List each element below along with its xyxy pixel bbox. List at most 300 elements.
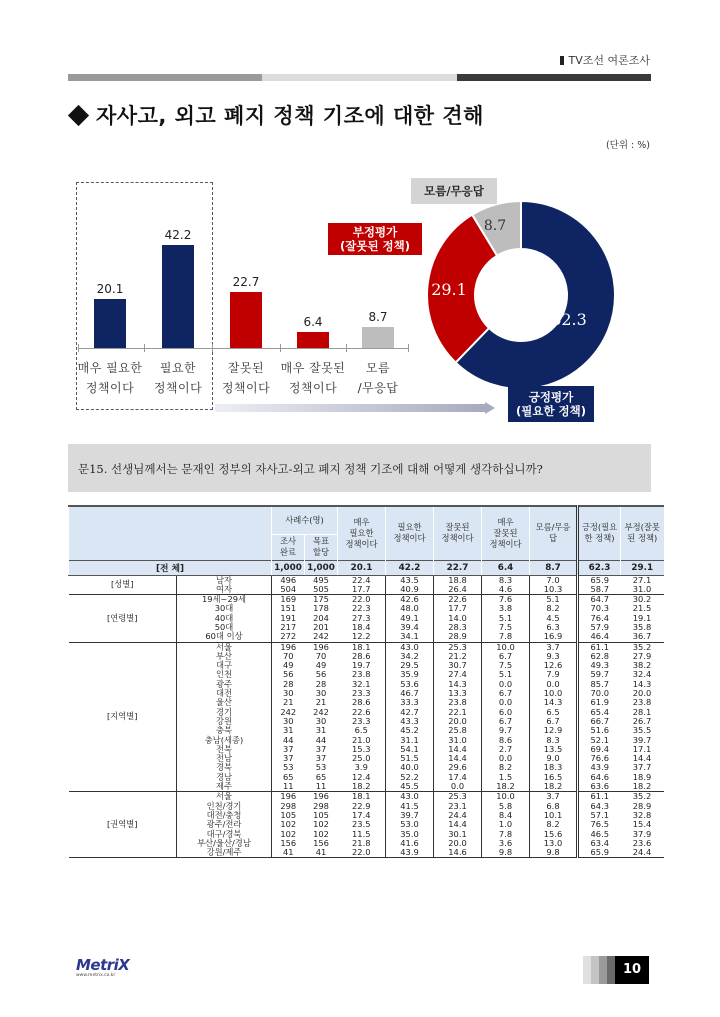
header-col-4: 매우 잘못된 정책이다 — [482, 506, 530, 560]
table-cell: 28 — [315, 678, 327, 689]
bar-category-label: 잘못된 정책이다 — [221, 361, 271, 395]
table-cell: 15.4 — [632, 819, 652, 830]
header-target: 목표 할당 — [305, 534, 338, 560]
table-cell: 28.9 — [434, 632, 482, 642]
table-cell: 65 — [282, 771, 294, 782]
table-cell: 21 — [282, 697, 294, 708]
table-cell: 13.3 — [434, 689, 482, 698]
table-cell: 40.9 — [386, 585, 434, 595]
row-label: 대구 — [177, 661, 272, 670]
row-label: 부산/울산/경남 — [177, 839, 272, 848]
table-cell: 6.5 — [338, 726, 386, 735]
row-label: 50대 — [177, 623, 272, 632]
table-cell: 9.8 — [482, 848, 530, 858]
row-label: 전북 — [177, 745, 272, 754]
row-label: 인천/경기 — [177, 802, 272, 811]
table-cell: 242 — [305, 632, 338, 642]
table-cell: 7.0 — [530, 575, 578, 585]
table-cell: 17.4 — [434, 773, 482, 782]
brand-marker-icon — [560, 56, 564, 65]
table-cell: 6.7 — [482, 689, 530, 698]
arrow-connector — [215, 404, 485, 412]
row-label: 경기 — [177, 708, 272, 717]
table-cell: 35.8 — [632, 621, 652, 632]
table-cell: 76.4 — [590, 612, 609, 623]
table-cell: 14.3 — [530, 698, 578, 707]
table-cell: 24.4 — [621, 848, 664, 858]
table-cell: 18.8 — [434, 575, 482, 585]
table-cell: 45.5 — [386, 782, 434, 792]
table-cell: 10.0 — [482, 792, 530, 802]
row-label: 전남 — [177, 754, 272, 763]
table-cell: 22.3 — [338, 604, 386, 613]
table-cell: 14.4 — [632, 753, 652, 764]
donut-chart — [421, 195, 621, 395]
table-cell: 63.6 — [578, 782, 621, 792]
table-cell: 36.7 — [621, 632, 664, 642]
table-cell: 43.9 — [590, 762, 609, 773]
table-cell: 298 — [313, 800, 329, 811]
header-col-5: 모름/무응 답 — [530, 506, 578, 560]
group-label: [지역별] — [69, 642, 177, 792]
row-label: 40대 — [177, 614, 272, 623]
table-cell: 18.4 — [338, 623, 386, 632]
table-cell: 49.3 — [590, 660, 609, 671]
table-cell: 49 — [282, 660, 294, 671]
table-cell: 33.3 — [386, 698, 434, 707]
table-cell: 41 — [305, 848, 338, 858]
table-cell: 37 — [315, 753, 327, 764]
table-cell: 34.1 — [386, 632, 434, 642]
table-cell: 495 — [305, 575, 338, 585]
header-col-2: 필요한 정책이다 — [386, 506, 434, 560]
table-cell: 28.6 — [338, 698, 386, 707]
table-cell: 6.7 — [482, 652, 530, 661]
table-cell: 76.6 — [590, 753, 609, 764]
table-cell: 22.6 — [434, 595, 482, 605]
brand-text: TV조선 여론조사 — [568, 54, 650, 67]
table-cell: 51.5 — [386, 754, 434, 763]
table-cell: 45.2 — [386, 726, 434, 735]
header-col-6: 긍정(필요 한 정책) — [578, 506, 621, 560]
table-cell: 151 — [280, 603, 297, 614]
table-cell: 169 — [272, 595, 305, 605]
table-cell: 6.0 — [482, 708, 530, 717]
table-cell: 48.0 — [386, 604, 434, 613]
table-cell: 22.1 — [434, 708, 482, 717]
table-cell: 15.3 — [338, 745, 386, 754]
table-cell: 0.0 — [482, 698, 530, 707]
table-cell: 65 — [315, 771, 327, 782]
table-cell: 0.0 — [530, 680, 578, 689]
row-label: 대전 — [177, 689, 272, 698]
table-cell: 2.7 — [482, 745, 530, 754]
table-cell: 272 — [272, 632, 305, 642]
table-cell: 30.2 — [621, 595, 664, 605]
header-done: 조사 완료 — [272, 534, 305, 560]
bar-value-label: 6.4 — [303, 315, 323, 330]
table-cell: 64.7 — [578, 595, 621, 605]
row-label: 대전/충청 — [177, 811, 272, 820]
table-cell: 30 — [315, 715, 327, 726]
row-label: 여자 — [177, 585, 272, 595]
table-cell: 175 — [305, 595, 338, 605]
table-cell: 42.7 — [386, 708, 434, 717]
row-label: 30대 — [177, 604, 272, 613]
row-label: 제주 — [177, 782, 272, 792]
table-cell: 18.3 — [530, 763, 578, 772]
table-cell: 20.0 — [434, 717, 482, 726]
table-cell: 31.0 — [621, 585, 664, 595]
table-cell: 43.0 — [386, 792, 434, 802]
table-cell: 18.2 — [530, 782, 578, 792]
axis-tick — [212, 344, 213, 352]
table-cell: 20.0 — [434, 839, 482, 848]
table-cell: 42.6 — [386, 595, 434, 605]
table-cell: 9.3 — [530, 652, 578, 661]
table-cell: 56 — [282, 669, 294, 680]
table-cell: 24.4 — [434, 811, 482, 820]
table-cell: 7.5 — [482, 623, 530, 632]
row-label: 19세~29세 — [177, 595, 272, 605]
row-label: 서울 — [177, 642, 272, 652]
table-cell: 22.0 — [338, 848, 386, 858]
table-cell: 41.5 — [386, 802, 434, 811]
table-cell: 70.3 — [590, 603, 609, 614]
table-cell: 6.3 — [530, 623, 578, 632]
row-label: 충북 — [177, 726, 272, 735]
table-cell: 53.6 — [386, 680, 434, 689]
table-cell: 65.9 — [578, 848, 621, 858]
table-cell: 39.4 — [386, 623, 434, 632]
table-cell: 41 — [272, 848, 305, 858]
callout-dk: 모름/무응답 — [411, 178, 497, 204]
bar-category-label: 매우 필요한 정책이다 — [77, 361, 143, 395]
report-brand — [560, 52, 651, 68]
table-cell: 27.3 — [338, 614, 386, 623]
bar-1 — [94, 299, 126, 348]
table-cell: 44 — [315, 734, 327, 745]
table-cell: 0.0 — [434, 782, 482, 792]
table-cell: 14.3 — [632, 678, 652, 689]
total-cell: 8.7 — [530, 560, 578, 575]
unit-label: (단위 : %) — [605, 140, 650, 151]
table-cell: 41.6 — [386, 839, 434, 848]
table-cell: 63.4 — [590, 837, 609, 848]
table-cell: 17.1 — [632, 743, 652, 754]
table-cell: 8.3 — [482, 575, 530, 585]
table-cell: 27.1 — [621, 575, 664, 585]
table-cell: 51.6 — [590, 725, 609, 736]
table-cell: 30 — [282, 688, 294, 699]
table-cell: 46.5 — [590, 828, 609, 839]
table-cell: 28.9 — [632, 800, 652, 811]
table-cell: 298 — [280, 800, 297, 811]
table-cell: 37 — [282, 753, 294, 764]
table-cell: 40.0 — [386, 763, 434, 772]
table-cell: 8.6 — [482, 736, 530, 745]
donut-value-label: 62.3 — [551, 310, 587, 329]
table-cell: 11 — [305, 782, 338, 792]
table-cell: 57.9 — [590, 621, 609, 632]
table-cell: 35.2 — [621, 792, 664, 802]
table-cell: 59.7 — [590, 669, 609, 680]
callout-negative: 부정평가 (잘못된 정책) — [328, 223, 422, 255]
table-cell: 7.5 — [482, 661, 530, 670]
table-cell: 37 — [315, 743, 327, 754]
table-cell: 3.7 — [530, 792, 578, 802]
table-cell: 66.7 — [590, 715, 609, 726]
table-cell: 38.2 — [632, 660, 652, 671]
table-cell: 12.4 — [338, 773, 386, 782]
table-cell: 37.7 — [632, 762, 652, 773]
table-cell: 54.1 — [386, 745, 434, 754]
table-cell: 217 — [280, 621, 297, 632]
table-cell: 26.7 — [632, 715, 652, 726]
table-cell: 21.5 — [632, 603, 652, 614]
total-cell: 29.1 — [621, 560, 664, 575]
table-cell: 21.8 — [338, 839, 386, 848]
table-cell: 11.5 — [338, 830, 386, 839]
table-cell: 28 — [282, 678, 294, 689]
table-cell: 65.9 — [578, 575, 621, 585]
table-cell: 30 — [282, 715, 294, 726]
total-cell: 42.2 — [386, 560, 434, 575]
table-cell: 29.5 — [386, 661, 434, 670]
table-cell: 53 — [282, 762, 294, 773]
table-cell: 46.4 — [578, 632, 621, 642]
table-cell: 242 — [313, 706, 329, 717]
header-col-7: 부정(잘못 된 정책) — [621, 506, 664, 560]
table-cell: 102 — [280, 819, 297, 830]
table-cell: 14.6 — [434, 848, 482, 858]
table-cell: 196 — [272, 642, 305, 652]
table-cell: 17.7 — [434, 604, 482, 613]
table-cell: 22.9 — [338, 802, 386, 811]
table-cell: 5.1 — [530, 595, 578, 605]
table-cell: 61.1 — [578, 642, 621, 652]
row-label: 충남(세종) — [177, 736, 272, 745]
table-cell: 5.1 — [482, 614, 530, 623]
table-cell: 1.0 — [482, 820, 530, 829]
table-cell: 8.2 — [530, 604, 578, 613]
table-cell: 44 — [282, 734, 294, 745]
row-label: 광주 — [177, 680, 272, 689]
axis-tick — [408, 344, 409, 352]
table-cell: 10.3 — [530, 585, 578, 595]
table-cell: 31.1 — [386, 736, 434, 745]
bar-4 — [297, 332, 329, 348]
table-cell: 23.8 — [632, 697, 652, 708]
table-cell: 23.8 — [434, 698, 482, 707]
table-cell: 28.3 — [434, 623, 482, 632]
table-cell: 31.0 — [434, 736, 482, 745]
table-cell: 196 — [305, 642, 338, 652]
diamond-bullet-icon — [68, 104, 89, 125]
row-label: 대구/경북 — [177, 830, 272, 839]
row-label: 경남 — [177, 773, 272, 782]
page-number: 10 — [583, 956, 649, 984]
table-cell: 178 — [313, 603, 329, 614]
header-col-3: 잘못된 정책이다 — [434, 506, 482, 560]
table-cell: 196 — [305, 792, 338, 802]
bar-3 — [230, 292, 262, 348]
table-cell: 14.4 — [434, 745, 482, 754]
bar-category-label: 매우 잘못된 정책이다 — [280, 361, 346, 395]
donut-value-label: 29.1 — [431, 280, 467, 299]
question-box: 문15. 선생님께서는 문재인 정부의 자사고-외고 폐지 정책 기조에 대해 어떻게 생각하십니까? — [68, 444, 651, 492]
table-cell: 5.8 — [482, 802, 530, 811]
bar-2 — [162, 245, 194, 348]
table-cell: 70.0 — [590, 688, 609, 699]
total-cell: 1,000 — [272, 560, 305, 575]
total-cell: 20.1 — [338, 560, 386, 575]
header-divider — [68, 74, 651, 81]
table-cell: 14.0 — [434, 614, 482, 623]
table-cell: 4.6 — [482, 585, 530, 595]
table-cell: 8.3 — [530, 736, 578, 745]
table-cell: 18.2 — [338, 782, 386, 792]
table-cell: 39.7 — [632, 734, 652, 745]
table-cell: 25.3 — [434, 642, 482, 652]
donut-value-label: 8.7 — [483, 218, 507, 234]
table-cell: 10.0 — [482, 642, 530, 652]
table-cell: 14.3 — [434, 680, 482, 689]
total-cell: 22.7 — [434, 560, 482, 575]
table-cell: 69.4 — [590, 743, 609, 754]
table-cell: 56 — [315, 669, 327, 680]
table-cell: 16.9 — [530, 632, 578, 642]
table-cell: 32.4 — [632, 669, 652, 680]
table-cell: 21.2 — [434, 652, 482, 661]
table-cell: 30 — [315, 688, 327, 699]
table-cell: 70 — [315, 650, 327, 661]
header-blank — [69, 506, 272, 560]
bar-value-label: 22.7 — [232, 275, 260, 290]
table-cell: 504 — [272, 585, 305, 595]
table-cell: 13.5 — [530, 745, 578, 754]
table-cell: 12.2 — [338, 632, 386, 642]
table-cell: 57.1 — [590, 809, 609, 820]
table-cell: 52.2 — [386, 773, 434, 782]
table-cell: 5.1 — [482, 670, 530, 679]
table-cell: 26.4 — [434, 585, 482, 595]
table-cell: 6.7 — [482, 717, 530, 726]
table-cell: 12.6 — [530, 661, 578, 670]
table-cell: 34.2 — [386, 652, 434, 661]
axis-tick — [346, 344, 347, 352]
table-cell: 7.8 — [482, 632, 530, 642]
group-label: [권역별] — [69, 792, 177, 858]
table-cell: 27.9 — [632, 650, 652, 661]
table-cell: 7.9 — [530, 670, 578, 679]
table-cell: 11 — [272, 782, 305, 792]
table-cell: 102 — [313, 828, 329, 839]
table-cell: 25.0 — [338, 754, 386, 763]
table-cell: 58.7 — [578, 585, 621, 595]
table-cell: 156 — [280, 837, 297, 848]
row-label: 인천 — [177, 670, 272, 679]
table-cell: 201 — [313, 621, 329, 632]
crosstab-table — [68, 505, 660, 858]
table-cell: 49 — [315, 660, 327, 671]
page-title — [68, 100, 484, 130]
table-cell: 9.0 — [530, 754, 578, 763]
table-cell: 20.0 — [632, 688, 652, 699]
table-cell: 19.1 — [632, 612, 652, 623]
table-cell: 10.0 — [530, 689, 578, 698]
table-cell: 8.4 — [482, 811, 530, 820]
table-cell: 204 — [313, 612, 329, 623]
table-cell: 17.4 — [338, 811, 386, 820]
total-row — [69, 560, 664, 575]
table-cell: 49.1 — [386, 614, 434, 623]
table-cell: 43.5 — [386, 575, 434, 585]
table-cell: 21.0 — [338, 736, 386, 745]
table-cell: 18.1 — [338, 642, 386, 652]
table-cell: 37.9 — [632, 828, 652, 839]
page-title-text: 자사고, 외고 폐지 정책 기조에 대한 견해 — [96, 104, 484, 128]
table-cell: 29.6 — [434, 763, 482, 772]
table-cell: 18.2 — [482, 782, 530, 792]
table-cell: 21 — [315, 697, 327, 708]
table-cell: 22.6 — [338, 708, 386, 717]
group-label: [성별] — [69, 575, 177, 595]
table-cell: 102 — [280, 828, 297, 839]
table-cell: 43.9 — [386, 848, 434, 858]
table-cell: 14.4 — [434, 820, 482, 829]
table-cell: 85.7 — [590, 678, 609, 689]
table-cell: 22.0 — [338, 595, 386, 605]
row-label: 서울 — [177, 792, 272, 802]
table-cell: 35.0 — [386, 830, 434, 839]
row-label: 광주/전라 — [177, 820, 272, 829]
table-cell: 30.7 — [434, 661, 482, 670]
table-cell: 43.3 — [386, 717, 434, 726]
table-cell: 23.5 — [338, 820, 386, 829]
total-cell: 62.3 — [578, 560, 621, 575]
table-cell: 8.2 — [482, 763, 530, 772]
header-sample: 사례수(명) — [272, 506, 338, 534]
table-cell: 105 — [313, 809, 329, 820]
table-cell: 23.3 — [338, 717, 386, 726]
table-cell: 31 — [315, 725, 327, 736]
table-cell: 18.9 — [632, 771, 652, 782]
group-label: [연령별] — [69, 595, 177, 642]
table-cell: 0.0 — [482, 754, 530, 763]
table-cell: 242 — [280, 706, 297, 717]
table-cell: 18.1 — [338, 792, 386, 802]
table-cell: 39.7 — [386, 811, 434, 820]
table-cell: 23.1 — [434, 802, 482, 811]
table-cell: 35.2 — [621, 642, 664, 652]
table-cell: 76.5 — [590, 819, 609, 830]
table-cell: 6.5 — [530, 708, 578, 717]
table-cell: 22.4 — [338, 575, 386, 585]
table-cell: 35.5 — [632, 725, 652, 736]
table-cell: 37 — [282, 743, 294, 754]
table-cell: 3.6 — [482, 839, 530, 848]
table-cell: 9.8 — [530, 848, 578, 858]
table-cell: 43.0 — [386, 642, 434, 652]
table-cell: 23.3 — [338, 689, 386, 698]
row-label: 경북 — [177, 763, 272, 772]
table-cell: 105 — [280, 809, 297, 820]
table-cell: 32.1 — [338, 680, 386, 689]
axis-tick — [78, 344, 79, 352]
table-cell: 28.6 — [338, 652, 386, 661]
table-cell: 196 — [272, 792, 305, 802]
